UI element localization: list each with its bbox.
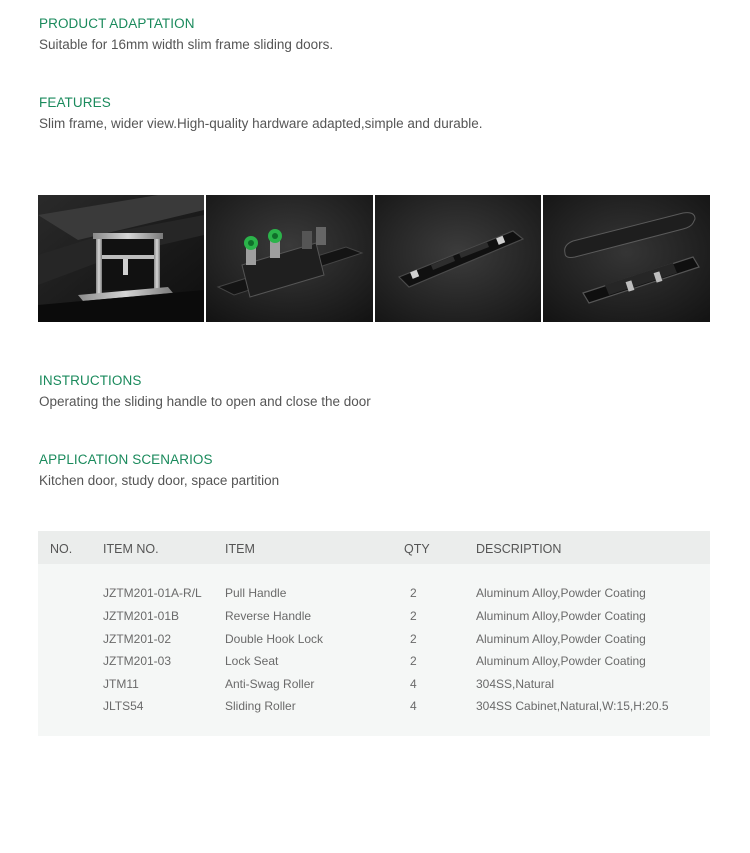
cell-item-no: JZTM201-02: [103, 632, 172, 646]
cell-item-no: JTM11: [103, 677, 139, 691]
header-item-no: ITEM NO.: [103, 542, 159, 556]
section-text: Operating the sliding handle to open and close the door: [39, 394, 371, 409]
section-instructions: [39, 372, 371, 411]
section-product-adaptation: [39, 15, 333, 54]
section-title: INSTRUCTIONS: [39, 373, 142, 388]
photo-lock-seat: [375, 195, 541, 322]
photo-aluminum-frame-profile: [38, 195, 204, 322]
section-title: APPLICATION SCENARIOS: [39, 452, 213, 467]
section-application-scenarios: [39, 451, 279, 490]
cell-description: Aluminum Alloy,Powder Coating: [476, 609, 646, 623]
parts-table: [38, 531, 710, 736]
section-title: PRODUCT ADAPTATION: [39, 16, 195, 31]
header-item: ITEM: [225, 542, 255, 556]
header-no: NO.: [50, 542, 73, 556]
photo-pull-handle: [543, 195, 710, 322]
header-qty: QTY: [404, 542, 430, 556]
cell-description: Aluminum Alloy,Powder Coating: [476, 586, 646, 600]
cell-qty: 4: [410, 699, 417, 713]
cell-qty: 2: [410, 609, 417, 623]
cell-description: Aluminum Alloy,Powder Coating: [476, 654, 646, 668]
photo-double-hook-lock: [206, 195, 373, 322]
cell-description: 304SS,Natural: [476, 677, 555, 691]
cell-qty: 2: [410, 632, 417, 646]
table-header: [38, 531, 710, 564]
product-photo-strip: [38, 195, 710, 322]
cell-item: Reverse Handle: [225, 609, 312, 623]
cell-item: Anti-Swag Roller: [225, 677, 315, 691]
cell-item: Lock Seat: [225, 654, 279, 668]
cell-item: Pull Handle: [225, 586, 287, 600]
header-description: DESCRIPTION: [476, 542, 562, 556]
cell-item-no: JLTS54: [103, 699, 144, 713]
cell-qty: 2: [410, 586, 417, 600]
cell-description: Aluminum Alloy,Powder Coating: [476, 632, 646, 646]
cell-item-no: JZTM201-03: [103, 654, 172, 668]
cell-item-no: JZTM201-01A-R/L: [103, 586, 202, 600]
section-title: FEATURES: [39, 95, 111, 110]
cell-description: 304SS Cabinet,Natural,W:15,H:20.5: [476, 699, 669, 713]
section-text: Slim frame, wider view.High-quality hardware adapted,simple and durable.: [39, 116, 483, 131]
cell-item: Double Hook Lock: [225, 632, 324, 646]
section-text: Suitable for 16mm width slim frame sliding doors.: [39, 37, 334, 52]
cell-item-no: JZTM201-01B: [103, 609, 180, 623]
cell-qty: 4: [410, 677, 417, 691]
section-features: [39, 94, 482, 133]
cell-qty: 2: [410, 654, 417, 668]
section-text: Kitchen door, study door, space partition: [39, 473, 280, 488]
cell-item: Sliding Roller: [225, 699, 296, 713]
